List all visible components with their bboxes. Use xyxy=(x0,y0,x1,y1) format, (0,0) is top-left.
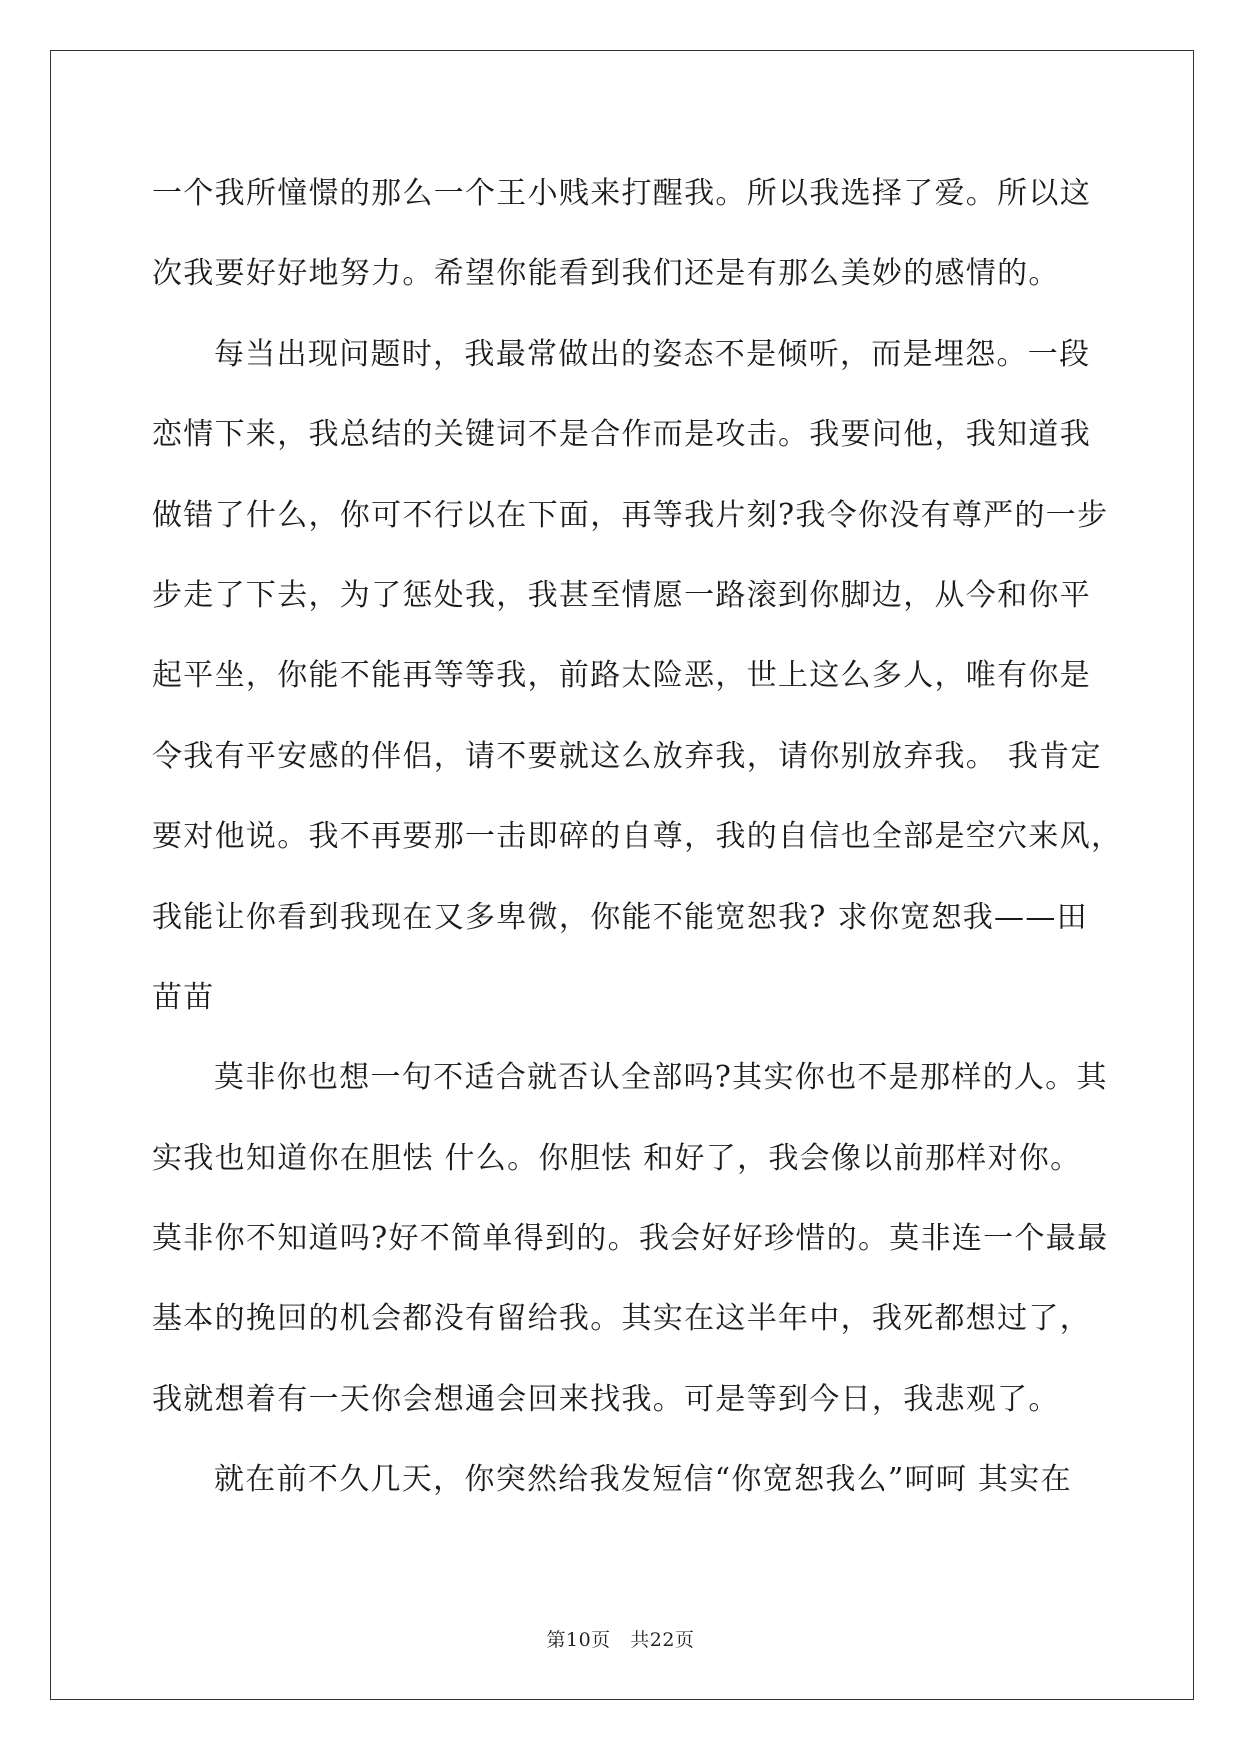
text-line: 步走了下去，为了惩处我，我甚至情愿一路滚到你脚边，从今和你平 xyxy=(152,577,1091,613)
text-line: 莫非你也想一句不适合就否认全部吗?其实你也不是那样的人。其 xyxy=(214,1060,1108,1096)
page-footer xyxy=(0,1625,1241,1652)
text-line: 我能让你看到我现在又多卑微，你能不能宽恕我? 求你宽恕我——田 xyxy=(152,899,1088,935)
text-line: 令我有平安感的伴侣，请不要就这么放弃我，请你别放弃我。 我肯定 xyxy=(152,738,1102,774)
page-number: 第10页 共22页 xyxy=(546,1629,695,1651)
text-line: 做错了什么，你可不行以在下面，再等我片刻?我令你没有尊严的一步 xyxy=(152,497,1109,533)
text-line: 每当出现问题时，我最常做出的姿态不是倾听，而是埋怨。一段 xyxy=(214,336,1091,372)
text-line: 恋情下来，我总结的关键词不是合作而是攻击。我要问他，我知道我 xyxy=(152,417,1091,453)
document-body xyxy=(152,166,1123,1533)
text-line: 次我要好好地努力。希望你能看到我们还是有那么美妙的感情的。 xyxy=(152,256,1060,292)
text-line: 我就想着有一天你会想通会回来找我。可是等到今日，我悲观了。 xyxy=(152,1381,1060,1417)
text-line: 要对他说。我不再要那一击即碎的自尊，我的自信也全部是空穴来风， xyxy=(152,819,1123,855)
text-line: 莫非你不知道吗?好不简单得到的。我会好好珍惜的。莫非连一个最最 xyxy=(152,1221,1109,1257)
text-line: 一个我所憧憬的那么一个王小贱来打醒我。所以我选择了爱。所以这 xyxy=(152,176,1091,211)
text-line: 就在前不久几天，你突然给我发短信“你宽恕我么”呵呵 其实在 xyxy=(214,1462,1072,1498)
text-line: 实我也知道你在胆怯 什么。你胆怯 和好了，我会像以前那样对你。 xyxy=(152,1140,1082,1176)
text-line: 苗苗 xyxy=(152,979,215,1015)
text-line: 起平坐，你能不能再等等我，前路太险恶，世上这么多人，唯有你是 xyxy=(152,658,1091,694)
text-line: 基本的挽回的机会都没有留给我。其实在这半年中，我死都想过了， xyxy=(152,1301,1091,1337)
